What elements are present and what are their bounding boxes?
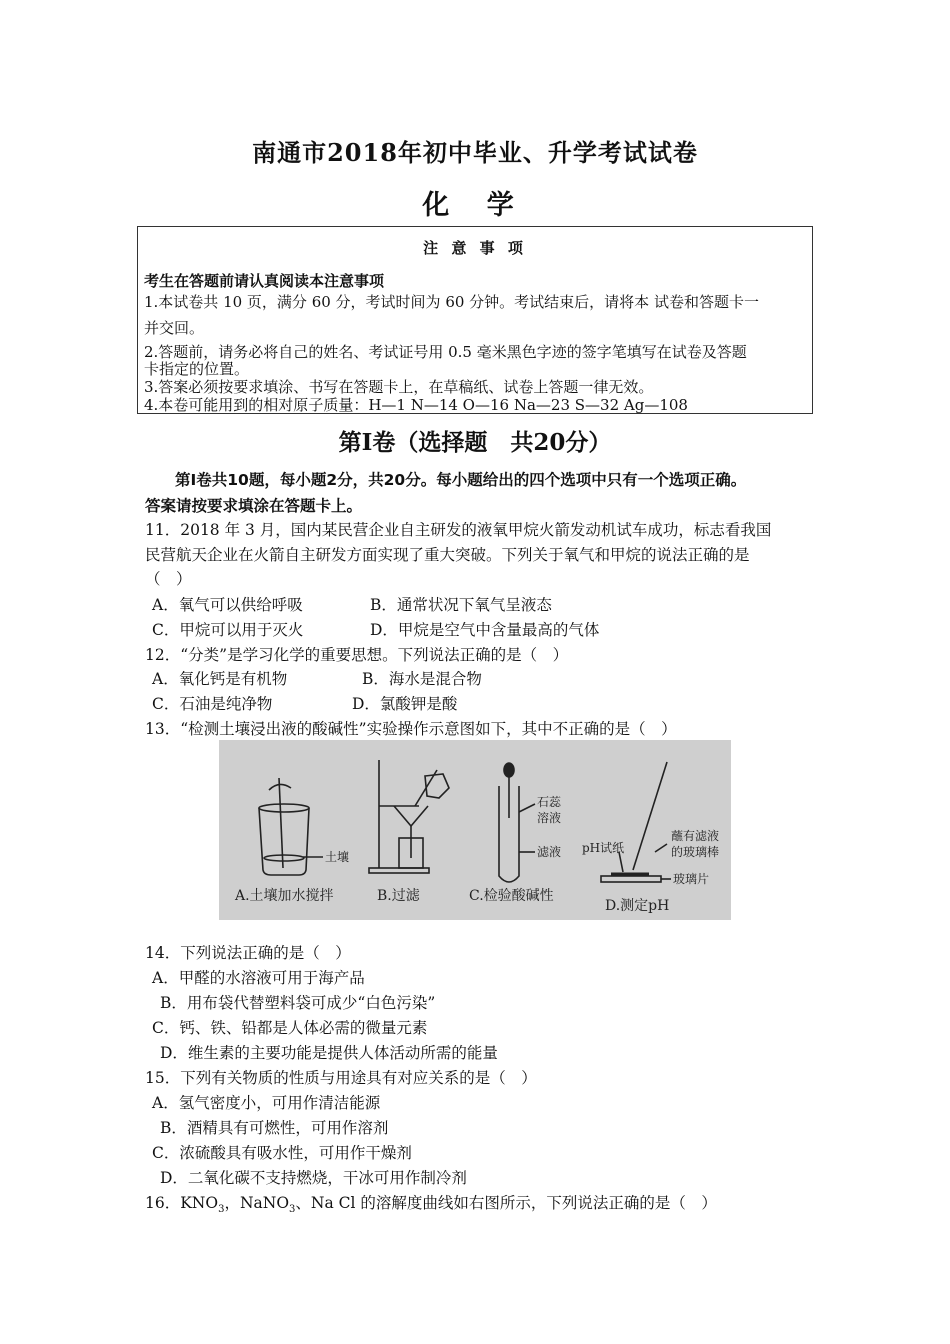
q14-option-b: B．用布袋代替塑料袋可成少“白色污染” bbox=[160, 994, 436, 1012]
q11-option-c: C．甲烷可以用于灭火 bbox=[152, 621, 304, 639]
figure-a-caption: A.土壤加水搅拌 bbox=[235, 888, 334, 904]
q11-option-b: B．通常状况下氧气呈液态 bbox=[370, 596, 552, 614]
q16-subscript-2: 3 bbox=[289, 1204, 296, 1216]
q11-stem-2: 民营航天企业在火箭自主研发方面实现了重大突破。下列关于氧气和甲烷的说法正确的是 bbox=[145, 546, 750, 564]
filtration-diagram bbox=[369, 760, 449, 873]
ph-test-diagram bbox=[601, 762, 671, 882]
figure-c-label-2: 溶液 bbox=[537, 811, 562, 825]
q13-experiment-figure bbox=[219, 740, 731, 920]
q16-text-3: 、Na Cl 的溶解度曲线如右图所示，下列说法正确的是（ ） bbox=[295, 1194, 717, 1212]
beaker-stir-diagram bbox=[259, 778, 323, 875]
q14-stem: 14．下列说法正确的是（ ） bbox=[145, 944, 351, 962]
q11-option-a: A．氧气可以供给呼吸 bbox=[152, 596, 303, 614]
q15-option-d: D．二氧化碳不支持燃烧，干冰可用作制冷剂 bbox=[160, 1169, 467, 1187]
notice-item-1b: 并交回。 bbox=[144, 319, 205, 337]
q16-text-2: ，NaNO bbox=[224, 1194, 290, 1212]
exam-subject: 化 学 bbox=[422, 190, 528, 221]
notice-item-3: 3.答案必须按要求填涂、书写在答题卡上，在草稿纸、试卷上答题一律无效。 bbox=[144, 378, 654, 396]
notice-intro: 考生在答题前请认真阅读本注意事项 bbox=[144, 272, 385, 290]
part1-instruction-b: 答案请按要求填涂在答题卡上。 bbox=[145, 497, 363, 515]
q14-option-d: D．维生素的主要功能是提供人体活动所需的能量 bbox=[160, 1044, 498, 1062]
q16-subscript-1: 3 bbox=[218, 1204, 225, 1216]
part1-title: 第Ⅰ卷（选择题 共20分） bbox=[338, 429, 612, 456]
figure-d-caption: D.测定pH bbox=[605, 898, 670, 914]
q16-stem bbox=[145, 1191, 717, 1215]
figure-c-label-1: 石蕊 bbox=[537, 795, 562, 809]
figure-d-label-4: 玻璃片 bbox=[673, 872, 710, 886]
q11-stem-1: 11．2018 年 3 月，国内某民营企业自主研发的液氧甲烷火箭发动机试车成功，标志看我国 bbox=[145, 521, 772, 539]
figure-d-label-1: pH试纸 bbox=[582, 841, 625, 855]
q15-stem: 15．下列有关物质的性质与用途具有对应关系的是（ ） bbox=[145, 1069, 537, 1087]
exam-title: 南通市2018年初中毕业、升学考试试卷 bbox=[252, 138, 698, 167]
figure-c-caption: C.检验酸碱性 bbox=[469, 888, 554, 904]
q12-option-a: A．氧化钙是有机物 bbox=[152, 670, 288, 688]
q14-option-a: A．甲醛的水溶液可用于海产品 bbox=[152, 969, 365, 987]
q12-option-d: D．氯酸钾是酸 bbox=[352, 695, 458, 713]
q14-option-c: C．钙、铁、铅都是人体必需的微量元素 bbox=[152, 1019, 428, 1037]
q15-option-a: A．氢气密度小，可用作清洁能源 bbox=[152, 1094, 381, 1112]
figure-a-label: 土壤 bbox=[325, 850, 350, 864]
notice-item-1a: 1.本试卷共 10 页，满分 60 分，考试时间为 60 分钟。考试结束后，请将本 试卷和答题卡一 bbox=[144, 293, 759, 311]
part1-instruction-a: 第Ⅰ卷共10题，每小题2分，共20分。每小题给出的四个选项中只有一个选项正确。 bbox=[175, 471, 747, 489]
q12-option-c: C．石油是纯净物 bbox=[152, 695, 273, 713]
figure-c-label-3: 滤液 bbox=[537, 845, 562, 859]
q12-option-b: B．海水是混合物 bbox=[362, 670, 482, 688]
figure-b-caption: B.过滤 bbox=[377, 888, 420, 904]
q11-stem-3: （ ） bbox=[145, 570, 192, 588]
q12-stem: 12．“分类”是学习化学的重要思想。下列说法正确的是（ ） bbox=[145, 646, 569, 664]
q11-option-d: D．甲烷是空气中含量最高的气体 bbox=[370, 621, 600, 639]
q16-text-1: 16．KNO bbox=[145, 1194, 219, 1212]
notice-heading: 注 意 事 项 bbox=[423, 239, 527, 257]
test-tube-diagram bbox=[499, 763, 535, 882]
notice-box bbox=[137, 226, 813, 414]
figure-d-label-3: 的玻璃棒 bbox=[671, 845, 720, 859]
q15-option-c: C．浓硫酸具有吸水性，可用作干燥剂 bbox=[152, 1144, 412, 1162]
q15-option-b: B．酒精具有可燃性，可用作溶剂 bbox=[160, 1119, 389, 1137]
figure-d-label-2: 蘸有滤液 bbox=[671, 829, 720, 843]
notice-item-2b: 卡指定的位置。 bbox=[144, 360, 250, 378]
notice-item-2a: 2.答题前，请务必将自己的姓名、考试证号用 0.5 毫米黑色字迹的签字笔填写在试卷及答题 bbox=[144, 343, 747, 361]
notice-item-4: 4.本卷可能用到的相对原子质量：H—1 N—14 O—16 Na—23 S—32 Ag—108 bbox=[144, 396, 688, 414]
q13-stem: 13．“检测土壤浸出液的酸碱性”实验操作示意图如下，其中不正确的是（ ） bbox=[145, 720, 677, 738]
